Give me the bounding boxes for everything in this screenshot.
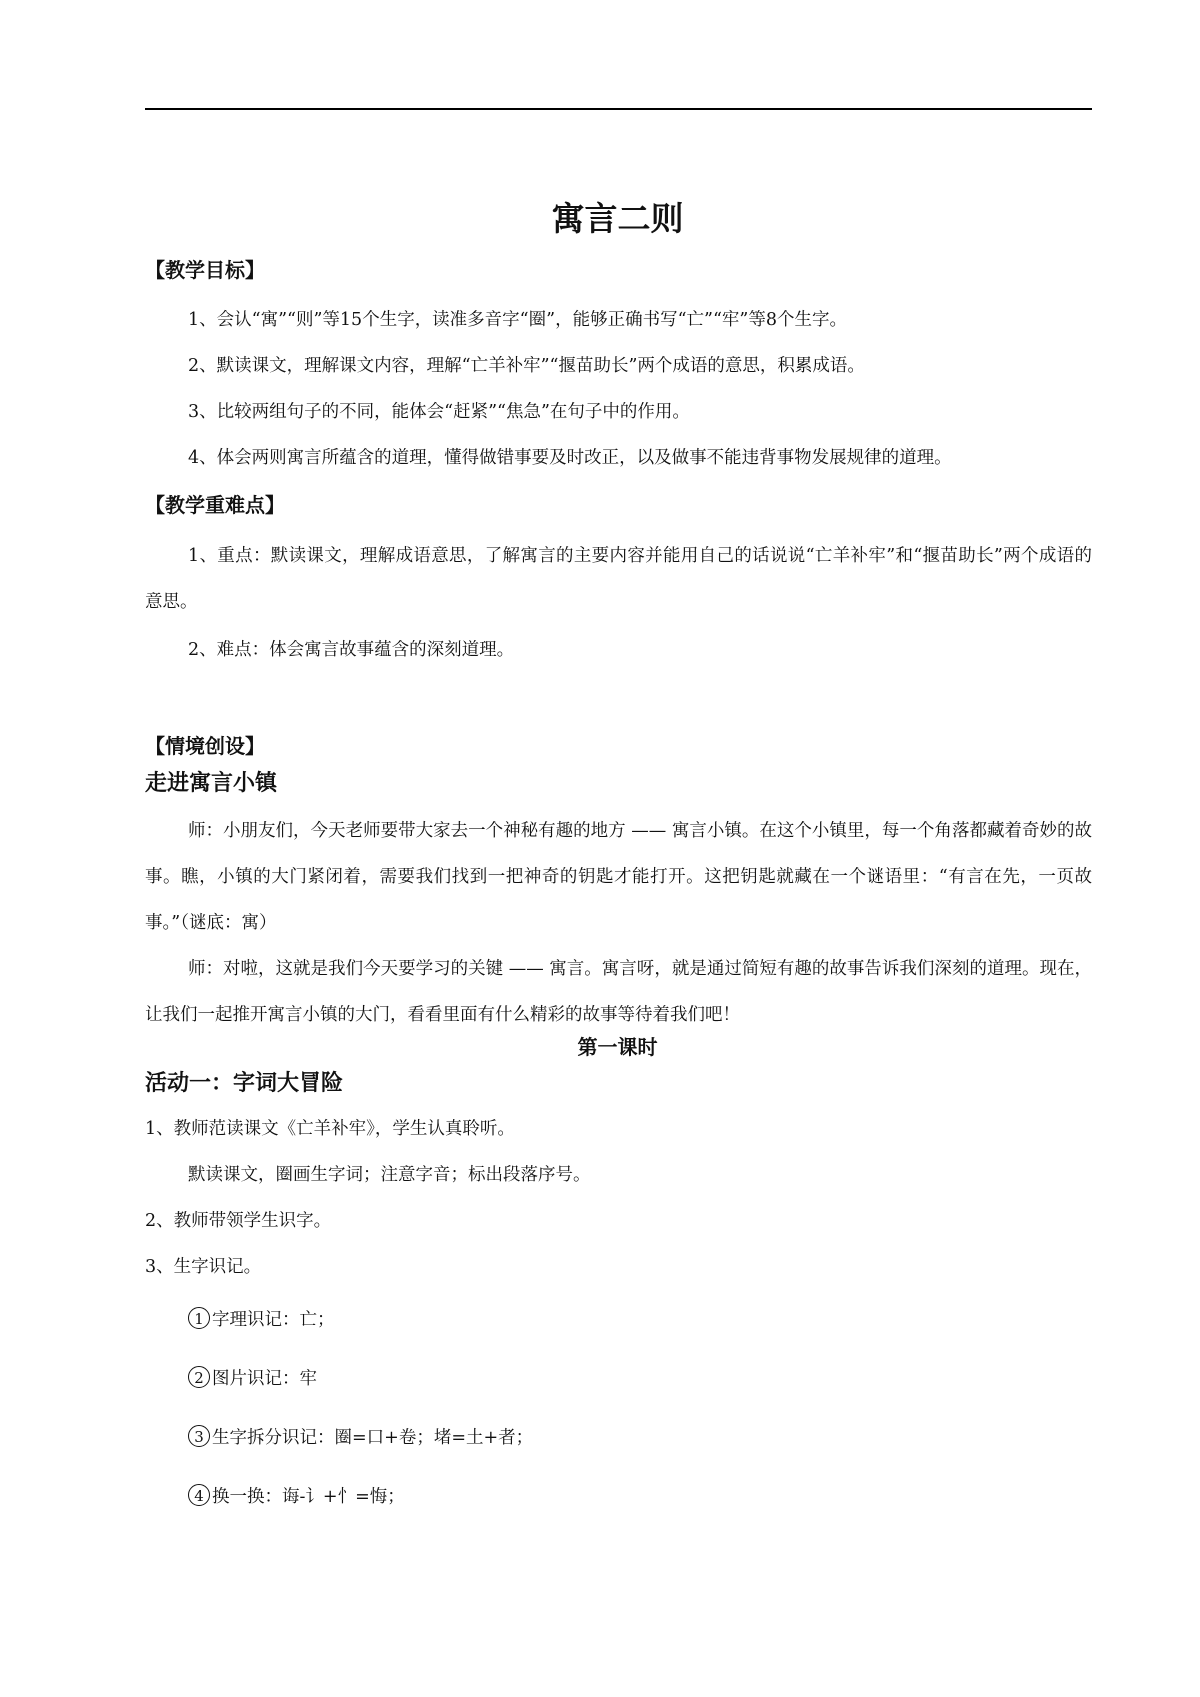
keypoint-item-1: 1、重点：默读课文，理解成语意思，了解寓言的主要内容并能用自己的话说说“亡羊补牢”和“揠苗助长”两个成语的意思。 [145,546,1092,612]
keypoint-item-2: 2、难点：体会寓言故事蕴含的深刻道理。 [188,640,515,660]
circled-number: 2 [188,1366,210,1388]
lesson-line-4: 3、生字识记。 [145,1257,262,1277]
step-text: 换一换：诲-讠+忄=悔； [212,1487,405,1507]
objectives-heading: 【教学目标】 [145,258,265,282]
step-text: 生字拆分识记：圈=口+卷；堵=土+者； [212,1428,534,1448]
step-text: 字理识记：亡； [212,1310,335,1330]
objective-item-3: 3、比较两组句子的不同，能体会“赶紧”“焦急”在句子中的作用。 [188,402,690,422]
lesson-line-2: 默读课文，圈画生字词；注意字音；标出段落序号。 [188,1165,591,1185]
step-text: 图片识记：牢 [212,1369,317,1389]
objective-item-2: 2、默读课文，理解课文内容，理解“亡羊补牢”“揠苗助长”两个成语的意思，积累成语。 [188,356,865,376]
lesson-title: 第一课时 [577,1035,658,1059]
circled-number: 3 [188,1425,210,1447]
document-title: 寓言二则 [551,199,684,238]
scenario-paragraph-1: 师：小朋友们，今天老师要带大家去一个神秘有趣的地方 —— 寓言小镇。在这个小镇里，每一个角落都藏着奇妙的故事。瞧，小镇的大门紧闭着，需要我们找到一把神奇的钥匙才能打开。这把钥匙就藏在一个谜语里：“有言在先，一页故事。”（谜底：寓） [145,821,1092,933]
scenario-paragraph-2: 师：对啦，这就是我们今天要学习的关键 —— 寓言。寓言呀，就是通过简短有趣的故事告诉我们深刻的道理。现在，让我们一起推开寓言小镇的大门，看看里面有什么精彩的故事等待着我们吧！ [145,959,1092,1025]
lesson-line-3: 2、教师带领学生识字。 [145,1211,332,1231]
scenario-subheading: 走进寓言小镇 [145,771,278,796]
activity-heading: 活动一：字词大冒险 [145,1071,344,1096]
recognition-step-1 [188,1305,335,1335]
circled-number: 4 [188,1484,210,1506]
scenario-heading: 【情境创设】 [145,734,265,758]
lesson-line-1: 1、教师范读课文《亡羊补牢》，学生认真聆听。 [145,1119,515,1139]
recognition-step-3 [188,1423,533,1453]
circled-number: 1 [188,1307,210,1329]
recognition-step-2 [188,1364,317,1394]
objective-item-4: 4、体会两则寓言所蕴含的道理，懂得做错事要及时改正，以及做事不能违背事物发展规律的道理。 [188,448,952,468]
header-rule [145,108,1092,110]
recognition-step-4 [188,1482,405,1512]
objective-item-1: 1、会认“寓”“则”等15个生字，读准多音字“圈”，能够正确书写“亡”“牢”等8个生字。 [188,310,847,330]
keypoints-heading: 【教学重难点】 [145,493,285,517]
